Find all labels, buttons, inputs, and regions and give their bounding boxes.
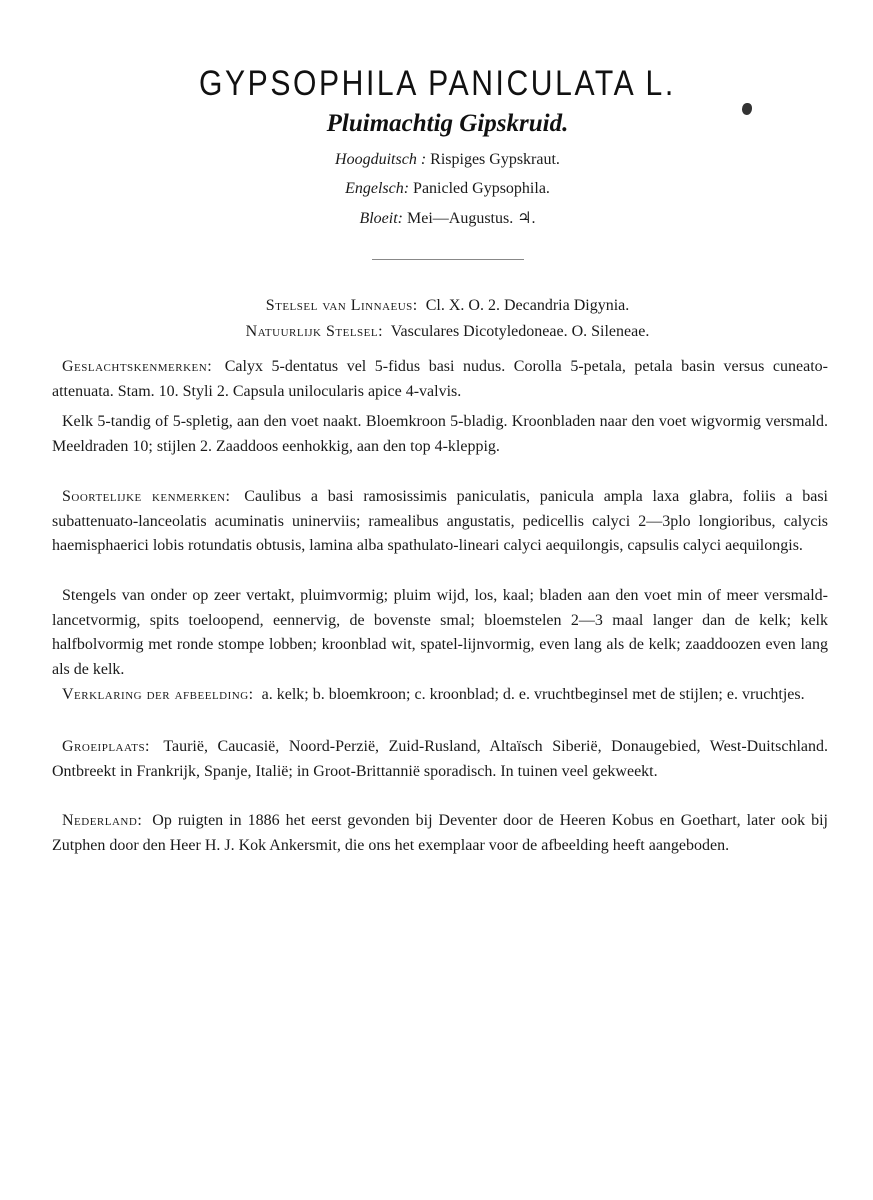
flowering-label: Bloeit:: [359, 210, 403, 227]
genus-characters-dutch: [52, 410, 828, 459]
genus-label: Geslachtskenmerken:: [62, 358, 213, 375]
flowering-line: [0, 208, 873, 228]
figure-explanation: [52, 683, 828, 708]
genus-dutch-text: Kelk 5-tandig of 5-spletig, aan den voet naakt. Bloemkroon 5-bladig. Kroonbladen naar den voet wigvormig versmald. Meeldraden 10; stijlen 2. Zaaddoos eenhokkig, aan den top 4-kleppig.: [52, 413, 828, 455]
species-dutch-text: Stengels van onder op zeer vertakt, pluimvormig; pluim wijd, los, kaal; bladen aan den voet min of meer versmald-lancetvormig, spits toeloopend, eennervig, de bovenste smal; bloemstelen 2—3 maal langer dan de kelk; kelk halfbolvormig met ronde stompe lobben; kroonblad wit, spatel-lijnvormig, even lang als de kelk; zaaddoozen even lang als de kelk.: [52, 587, 828, 678]
linnaeus-text: Cl. X. O. 2. Decandria Digynia.: [425, 297, 630, 314]
english-name-line: [0, 180, 873, 198]
page-title: GYPSOPHILA PANICULATA L.: [199, 64, 676, 103]
genus-text: Calyx 5-dentatus vel 5-fidus basi nudus. Corolla 5-petala, petala basin versus cuneato-attenuata. Stam. 10. Styli 2. Capsula unilocularis apice 4-valvis.: [52, 358, 829, 400]
german-name: Rispiges Gypskraut.: [430, 151, 560, 168]
species-text: Caulibus a basi ramosissimis paniculatis, panicula ampla laxa glabra, foliis a basi subattenuato-lanceolatis acuminatis uninerviis; ramealibus angustatis, pedicellis calyci 2—3plo longioribus, calycis haemisphaerici lobis rotundatis obtusis, lamina alba spathulato-lineari calyci aequilongis, capsulis calyci aequilongis.: [52, 488, 828, 554]
natural-system: [0, 320, 873, 345]
dutch-name: Pluimachtig Gipskruid.: [326, 110, 569, 137]
natural-text: Vasculares Dicotyledoneae. O. Sileneae.: [390, 323, 650, 340]
habitat-label: Groeiplaats:: [62, 738, 151, 755]
figure-label: Verklaring der afbeelding:: [62, 686, 254, 703]
german-name-line: [0, 151, 873, 169]
netherlands-text: Op ruigten in 1886 het eerst gevonden bij Deventer door de Heeren Kobus en Goethart, later ook bij Zutphen door den Heer H. J. Kok Ankersmit, die ons het exemplaar voor de afbeelding heeft aangeboden.: [52, 812, 829, 854]
netherlands-label: Nederland:: [62, 812, 143, 829]
english-label: Engelsch:: [345, 180, 410, 197]
netherlands-occurrence: [52, 809, 828, 858]
habitat: [52, 735, 828, 784]
species-label: Soortelijke kenmerken:: [62, 488, 231, 505]
linnaeus-label: Stelsel van Linnaeus:: [265, 297, 418, 314]
linnaeus-system: [0, 294, 873, 319]
figure-text: a. kelk; b. bloemkroon; c. kroonblad; d. e. vruchtbeginsel met de stijlen; e. vruchtjes.: [261, 686, 805, 703]
flowering-period: Mei—Augustus. ♃.: [406, 210, 536, 227]
species-characters-dutch: [52, 584, 828, 682]
german-label: Hoogduitsch :: [335, 151, 427, 168]
species-characters: [52, 485, 828, 559]
natural-label: Natuurlijk Stelsel:: [245, 323, 384, 340]
habitat-text: Taurië, Caucasië, Noord-Perzië, Zuid-Rusland, Altaïsch Siberië, Donaugebied, West-Duitschland. Ontbreekt in Frankrijk, Spanje, Italië; in Groot-Brittannië sporadisch. In tuinen veel gekweekt.: [52, 738, 828, 780]
divider: [372, 259, 524, 260]
genus-characters: [52, 355, 828, 404]
english-name: Panicled Gypsophila.: [413, 180, 550, 197]
